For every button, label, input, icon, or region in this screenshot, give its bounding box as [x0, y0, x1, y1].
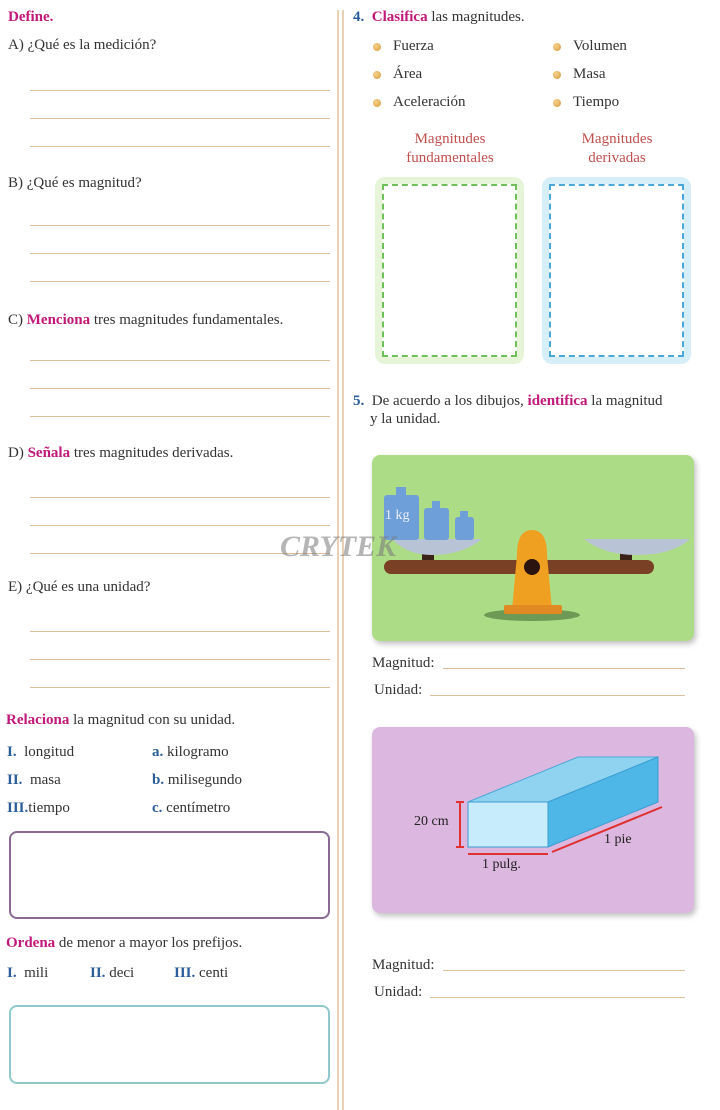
- answer-line[interactable]: [30, 90, 330, 91]
- unit-item: [152, 800, 230, 817]
- question-5-text: la magnitud: [591, 393, 663, 409]
- question-4-text: las magnitudes.: [431, 9, 525, 25]
- header-line: derivadas: [588, 150, 646, 166]
- answer-line[interactable]: [30, 388, 330, 389]
- unidad-answer-line[interactable]: [430, 997, 685, 998]
- relaciona-verb: Relaciona: [6, 712, 70, 728]
- question-c-text: tres magnitudes fundamentales.: [93, 312, 284, 328]
- item-letter: a.: [152, 744, 164, 760]
- magnitude-option: [373, 66, 422, 83]
- bullet-icon: [373, 99, 381, 107]
- height-label: 20 cm: [414, 814, 449, 829]
- item-text: mili: [24, 965, 49, 981]
- item-number: II.: [7, 772, 23, 788]
- answer-line[interactable]: [30, 281, 330, 282]
- question-c: [8, 312, 283, 329]
- bullet-icon: [373, 71, 381, 79]
- question-d-verb: Señala: [27, 445, 71, 461]
- magnitude-item: [7, 772, 61, 789]
- item-text: longitud: [24, 744, 75, 760]
- question-4-verb: Clasifica: [371, 9, 428, 25]
- item-letter: c.: [152, 800, 163, 816]
- item-text: centi: [199, 965, 229, 981]
- item-number: III.: [174, 965, 196, 981]
- bullet-icon: [553, 71, 561, 79]
- header-line: Magnitudes: [414, 131, 486, 147]
- answer-line[interactable]: [30, 631, 330, 632]
- question-5: [353, 392, 663, 428]
- header-derivadas: [542, 130, 692, 168]
- answer-line[interactable]: [30, 253, 330, 254]
- unidad-label: Unidad:: [374, 984, 423, 1000]
- prefix-item: [7, 965, 48, 982]
- relaciona-instruction: [6, 712, 235, 729]
- question-5-text: y la unidad.: [370, 411, 441, 427]
- magnitude-option: [553, 94, 619, 111]
- item-number: III.: [7, 800, 29, 816]
- answer-line[interactable]: [30, 659, 330, 660]
- question-number: 5.: [353, 393, 365, 409]
- question-b: B) ¿Qué es magnitud?: [8, 175, 142, 191]
- magnitude-option: [373, 94, 465, 111]
- answer-line[interactable]: [30, 687, 330, 688]
- magnitud-answer-line[interactable]: [443, 970, 685, 971]
- magnitud-label: Magnitud:: [372, 957, 435, 973]
- item-letter: b.: [152, 772, 165, 788]
- ordena-instruction: [6, 935, 242, 952]
- bullet-icon: [373, 43, 381, 51]
- relaciona-answer-box[interactable]: [9, 831, 330, 919]
- item-text: masa: [29, 772, 61, 788]
- derivadas-drop-box[interactable]: [542, 177, 691, 364]
- item-text: centímetro: [166, 800, 231, 816]
- question-d-letter: D): [8, 445, 24, 461]
- item-number: I.: [7, 744, 17, 760]
- question-a: A) ¿Qué es la medición?: [8, 37, 157, 53]
- question-d-text: tres magnitudes derivadas.: [73, 445, 234, 461]
- ordena-text: de menor a mayor los prefijos.: [58, 935, 243, 951]
- option-text: Área: [393, 66, 423, 82]
- watermark: CRYTEK: [280, 530, 397, 563]
- magnitud-label: Magnitud:: [372, 655, 435, 671]
- item-text: milisegundo: [167, 772, 243, 788]
- item-number: II.: [90, 965, 106, 981]
- magnitude-option: [553, 66, 606, 83]
- unit-item: [152, 772, 242, 789]
- bullet-icon: [553, 43, 561, 51]
- relaciona-text: la magnitud con su unidad.: [73, 712, 236, 728]
- option-text: Aceleración: [393, 94, 466, 110]
- weight-label: 1 kg: [385, 508, 410, 523]
- question-d: [8, 445, 233, 462]
- option-text: Masa: [573, 66, 606, 82]
- magnitude-item: [7, 800, 70, 817]
- answer-line[interactable]: [30, 225, 330, 226]
- header-line: fundamentales: [406, 150, 494, 166]
- unit-item: [152, 744, 229, 761]
- option-text: Tiempo: [573, 94, 620, 110]
- unidad-label: Unidad:: [374, 682, 423, 698]
- question-c-letter: C): [8, 312, 23, 328]
- balance-scale-icon: [372, 455, 694, 641]
- item-text: deci: [109, 965, 135, 981]
- length-label: 1 pie: [604, 832, 632, 847]
- magnitud-answer-line[interactable]: [443, 668, 685, 669]
- define-heading: Define.: [8, 9, 54, 25]
- question-number: 4.: [353, 9, 365, 25]
- option-text: Fuerza: [393, 38, 434, 54]
- item-text: tiempo: [28, 800, 70, 816]
- answer-line[interactable]: [30, 497, 330, 498]
- answer-line[interactable]: [30, 416, 330, 417]
- balance-scale-figure: [372, 455, 694, 641]
- unidad-answer-line[interactable]: [430, 695, 685, 696]
- question-5-verb: identifica: [527, 393, 588, 409]
- question-e: E) ¿Qué es una unidad?: [8, 579, 151, 595]
- fundamentales-drop-box[interactable]: [375, 177, 524, 364]
- question-4: [353, 9, 525, 26]
- answer-line[interactable]: [30, 118, 330, 119]
- ordena-answer-box[interactable]: [9, 1005, 330, 1084]
- question-c-verb: Menciona: [26, 312, 91, 328]
- answer-line[interactable]: [30, 525, 330, 526]
- prefix-item: [90, 965, 134, 982]
- ordena-verb: Ordena: [6, 935, 56, 951]
- option-text: Volumen: [573, 38, 627, 54]
- item-text: kilogramo: [167, 744, 229, 760]
- magnitude-item: [7, 744, 74, 761]
- header-line: Magnitudes: [581, 131, 653, 147]
- prefix-item: [174, 965, 228, 982]
- width-label: 1 pulg.: [482, 857, 521, 872]
- bullet-icon: [553, 99, 561, 107]
- answer-line[interactable]: [30, 360, 330, 361]
- prism-figure: [372, 727, 694, 913]
- question-5-text: De acuerdo a los dibujos,: [371, 393, 524, 409]
- answer-line[interactable]: [30, 146, 330, 147]
- magnitude-option: [553, 38, 627, 55]
- magnitude-option: [373, 38, 434, 55]
- header-fundamentales: [375, 130, 525, 168]
- item-number: I.: [7, 965, 17, 981]
